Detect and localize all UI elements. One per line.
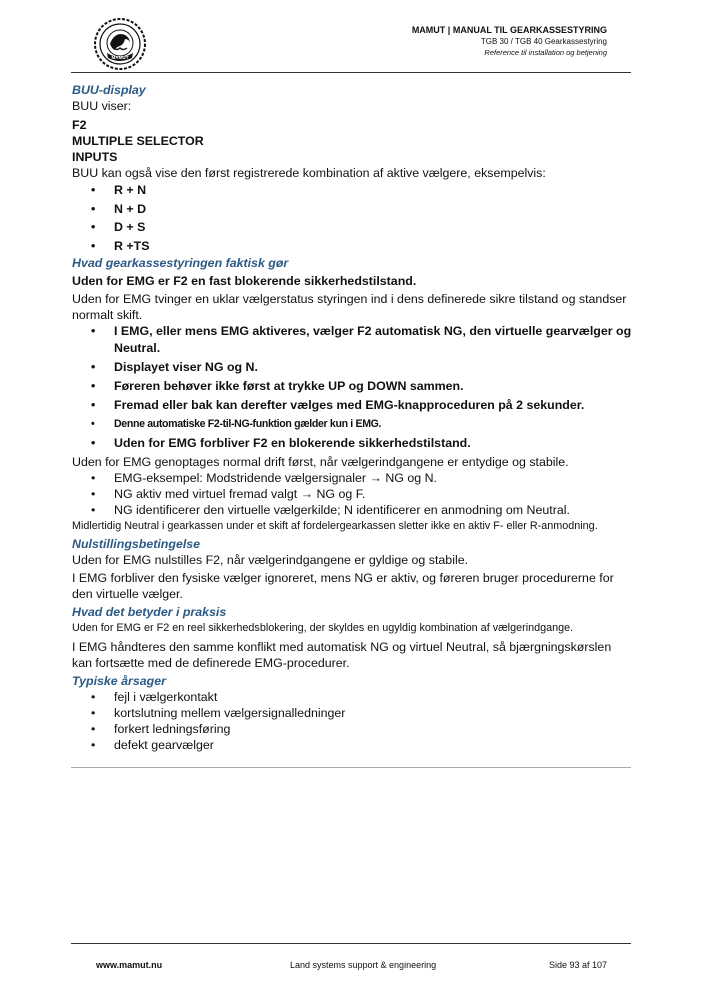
selector-combo-list [72,181,632,255]
list-item: • R + N [72,181,632,200]
causes-list [72,689,632,753]
list-item: • N + D [72,200,632,219]
temporary-neutral-note: Midlertidig Neutral i gearkassen under et skift af fordelergearkassen sletter ikke en aktiv F- eller R-anmodning. [72,519,598,532]
list-item: • EMG-eksempel: Modstridende vælgersignaler → NG og N. [72,470,632,486]
header-reference: Reference til installation og betjening [484,48,607,57]
section-heading-practice: Hvad det betyder i praksis [72,604,227,619]
buu-intro: BUU viser: [72,99,132,113]
page-header [412,24,607,58]
svg-text:MAMUT: MAMUT [111,55,129,60]
list-item: • NG aktiv med virtuel fremad valgt → NG og F. [72,486,632,502]
list-item: • Denne automatiske F2-til-NG-funktion gælder kun i EMG. [72,416,632,433]
buu-combo-intro: BUU kan også vise den først registrerede kombination af aktive vælgere, eksempelvis: [72,166,546,180]
list-item: • forkert ledningsføring [72,721,632,737]
list-item: • I EMG, eller mens EMG aktiveres, vælger F2 automatisk NG, den virtuelle gearvælger og Neutral. [72,323,632,356]
section-end-rule [71,767,631,768]
header-rule [71,72,631,73]
reset-text-2: I EMG forbliver den fysiske vælger ignoreret, mens NG er aktiv, og føreren bruger procedurerne for den virtuelle vælger. [72,570,614,601]
list-item: • kortslutning mellem vælgersignalledninger [72,705,632,721]
practice-text: I EMG håndteres den samme konflikt med automatisk NG og virtuel Neutral, så bjærgningskørslen kan fortsætte med de definerede EMG-procedurer. [72,639,612,670]
list-item: • Fremad eller bak kan derefter vælges med EMG-knapproceduren på 2 sekunder. [72,397,632,414]
buu-display-line-1: F2 [72,118,87,132]
emg-behaviour-list [72,323,632,451]
mamut-logo [93,17,147,71]
section-heading-what: Hvad gearkassestyringen faktisk gør [72,256,289,270]
section-heading-buu: BUU-display [72,83,146,97]
resume-text: Uden for EMG genoptages normal drift først, når vælgerindgangene er entydige og stabile. [72,454,569,469]
header-subtitle: TGB 30 / TGB 40 Gearkassestyring [480,37,607,46]
list-item: • Displayet viser NG og N. [72,359,632,376]
list-item: • Uden for EMG forbliver F2 en blokerende sikkerhedstilstand. [72,435,632,452]
page-body [72,82,632,753]
practice-note: Uden for EMG er F2 en reel sikkerhedsblokering, der skyldes en ugyldig kombination af vælgerindgange. [72,621,574,634]
buu-display-line-2: MULTIPLE SELECTOR [72,134,204,148]
list-item: • NG identificerer den virtuelle vælgerkilde; N identificerer en anmodning om Neutral. [72,502,632,518]
header-title: MAMUT | MANUAL TIL GEARKASSESTYRING [411,25,607,35]
section-heading-reset: Nulstillingsbetingelse [72,536,201,551]
footer-website: www.mamut.nu [96,960,163,970]
what-bold-statement: Uden for EMG er F2 en fast blokerende sikkerhedstilstand. [72,274,417,288]
footer-rule [71,943,631,944]
emg-example-list [72,470,632,518]
buu-display-line-3: INPUTS [72,150,118,164]
list-item: • defekt gearvælger [72,737,632,753]
list-item: • R +TS [72,237,632,256]
list-item: • fejl i vælgerkontakt [72,689,632,705]
footer-tagline: Land systems support & engineering [290,960,437,970]
footer-page-number: Side 93 af 107 [549,960,608,970]
what-text: Uden for EMG tvinger en uklar vælgerstatus styringen ind i dens definerede sikre tilstand og standser normalt skift. [72,292,627,322]
list-item: • Føreren behøver ikke først at trykke UP og DOWN sammen. [72,378,632,395]
list-item: • D + S [72,218,632,237]
reset-text-1: Uden for EMG nulstilles F2, når vælgerindgangene er gyldige og stabile. [72,552,469,567]
section-heading-causes: Typiske årsager [72,673,166,688]
